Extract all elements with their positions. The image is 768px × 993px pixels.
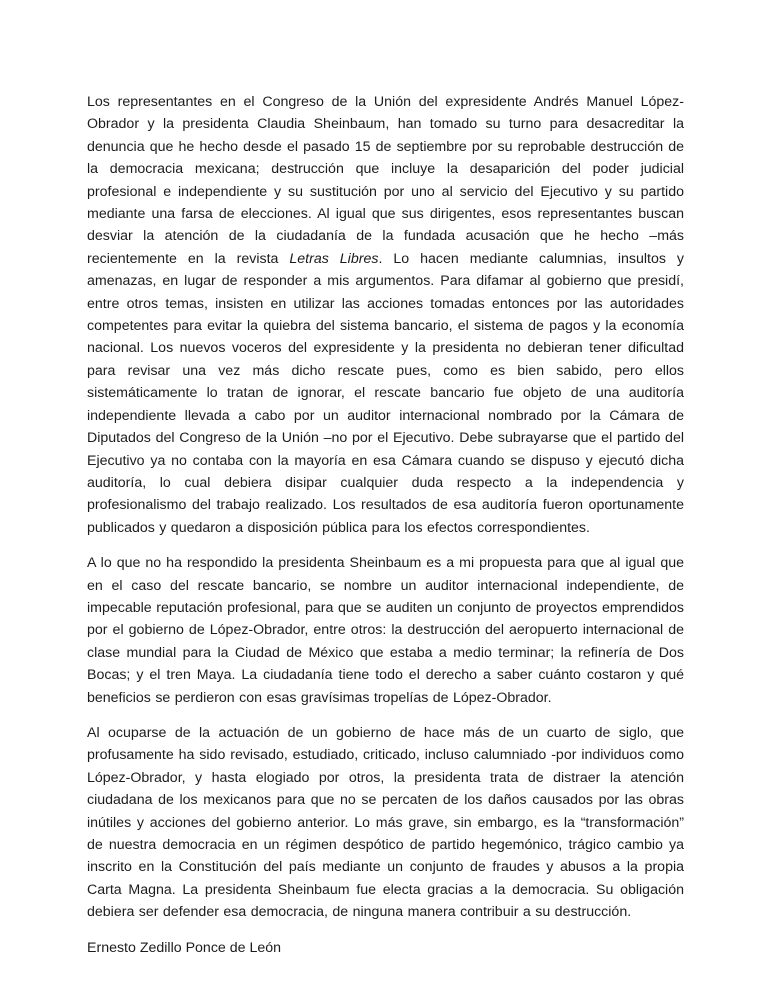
- paragraph-1-text-after: . Lo hacen mediante calumnias, insultos y amenazas, en lugar de responder a mis argumentos. Para difamar al gobierno que presidí, entre otros temas, insisten en utilizar las acciones tomadas entonces por las autoridades competentes para evitar la quiebra del sistema bancario, el sistema de pagos y la economía nacional. Los nuevos voceros del expresidente y la presidenta no debieran tener dificultad para revisar una vez más dicho rescate pues, como es bien sabido, pero ellos sistemáticamente lo tratan de ignorar, el rescate bancario fue objeto de una auditoría independiente llevada a cabo por un auditor internacional nombrado por la Cámara de Diputados del Congreso de la Unión –no por el Ejecutivo. Debe subrayarse que el partido del Ejecutivo ya no contaba con la mayoría en esa Cámara cuando se dispuso y ejecutó dicha auditoría, lo cual debiera disipar cualquier duda respecto a la independencia y profesionalismo del trabajo realizado. Los resultados de esa auditoría fueron oportunamente publicados y quedaron a disposición pública para los efectos correspondientes.: [87, 250, 684, 536]
- paragraph-3: Al ocuparse de la actuación de un gobierno de hace más de un cuarto de siglo, que profusamente ha sido revisado, estudiado, criticado, incluso calumniado -por individuos como López-Obrador, y hasta elogiado por otros, la presidenta trata de distraer la atención ciudadana de los mexicanos para que no se percaten de los daños causados por las obras inútiles y acciones del gobierno anterior. Lo más grave, sin embargo, es la “transformación” de nuestra democracia en un régimen despótico de partido hegemónico, trágico cambio ya inscrito en la Constitución del país mediante un conjunto de fraudes y abusos a la propia Carta Magna. La presidenta Sheinbaum fue electa gracias a la democracia. Su obligación debiera ser defender esa democracia, de ninguna manera contribuir a su destrucción.: [87, 724, 684, 921]
- paragraph-2: A lo que no ha respondido la presidenta Sheinbaum es a mi propuesta para que al igual que en el caso del rescate bancario, se nombre un auditor internacional independiente, de impecable reputación profesional, para que se auditen un conjunto de proyectos emprendidos por el gobierno de López-Obrador, entre otros: la destrucción del aeropuerto internacional de clase mundial para la Ciudad de México que estaba a medio terminar; la refinería de Dos Bocas; y el tren Maya. La ciudadanía tiene todo el derecho a saber cuánto costaron y qué beneficios se perdieron con esas gravísimas tropelías de López-Obrador.: [87, 555, 684, 706]
- paragraph-1-italic-title: Letras Libres: [289, 250, 379, 267]
- paragraph-1: [87, 91, 684, 539]
- signature: Ernesto Zedillo Ponce de León: [87, 939, 282, 956]
- letter-body: [87, 91, 684, 959]
- paragraph-1-text-before: Los representantes en el Congreso de la Unión del expresidente Andrés Manuel López-Obrador y la presidenta Claudia Sheinbaum, han tomado su turno para desacreditar la denuncia que he hecho desde el pasado 15 de septiembre por su reprobable destrucción de la democracia mexicana; destrucción que incluye la desaparición del poder judicial profesional e independiente y su sustitución por uno al servicio del Ejecutivo y su partido mediante una farsa de elecciones. Al igual que sus dirigentes, esos representantes buscan desviar la atención de la ciudadanía de la fundada acusación que he hecho –más recientemente en la revista: [87, 94, 684, 267]
